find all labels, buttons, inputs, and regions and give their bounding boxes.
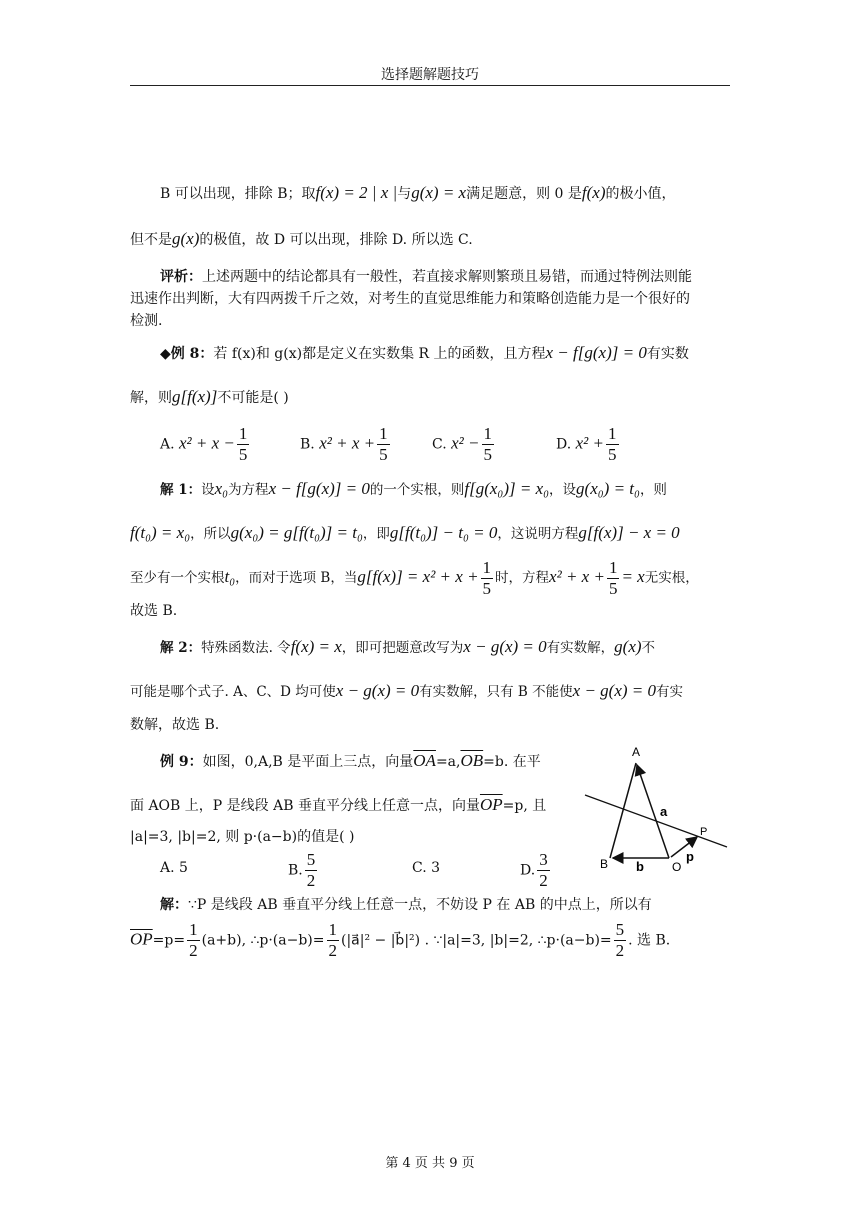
denominator: 2 bbox=[306, 871, 316, 890]
text: 不可能是( ) bbox=[217, 390, 289, 406]
text: 若 f(x)和 g(x)都是定义在实数集 R 上的函数，且方程 bbox=[213, 346, 546, 362]
page-footer: 第 4 页 共 9 页 bbox=[385, 1156, 475, 1171]
math: g(x) = x bbox=[411, 183, 467, 202]
text: 有实数解，只有 B 不能使 bbox=[419, 684, 573, 700]
math: x² + bbox=[575, 433, 605, 453]
ex9-line1 bbox=[130, 750, 600, 773]
text: (|a⃗|² − |b⃗|²) . ∵|a|=3, |b|=2, ∴p·(a−b)= bbox=[341, 932, 612, 949]
numerator: 1 bbox=[238, 424, 248, 443]
math: f(x) = 2 | x | bbox=[315, 183, 398, 202]
para1-line1 bbox=[130, 182, 760, 205]
fraction bbox=[237, 424, 250, 465]
text: D. bbox=[520, 862, 536, 879]
text: 至少有一个实根 bbox=[130, 570, 225, 586]
analysis-line1 bbox=[130, 266, 760, 288]
analysis-label: 评析： bbox=[160, 269, 202, 285]
fraction bbox=[327, 920, 340, 961]
label-o-point: O bbox=[672, 860, 682, 874]
text: ，即可把题意改写为 bbox=[341, 640, 464, 656]
ex8-line1 bbox=[130, 342, 760, 365]
ex9-option-d bbox=[520, 850, 552, 891]
text: 的极小值， bbox=[605, 186, 676, 202]
text: 有实数解， bbox=[546, 640, 615, 656]
fraction bbox=[481, 558, 494, 599]
text: (a+b), ∴p·(a−b)= bbox=[201, 932, 325, 949]
math: x − f[g(x)] = 0 bbox=[268, 479, 370, 498]
math: = x bbox=[621, 567, 645, 586]
analysis-line3: 检测. bbox=[130, 313, 163, 329]
denominator: 2 bbox=[189, 941, 198, 960]
math: x² + x + bbox=[319, 433, 376, 453]
sol1-line2 bbox=[130, 522, 730, 545]
text: ，这说明方程 bbox=[497, 526, 579, 542]
fraction bbox=[607, 558, 620, 599]
sol9-label: 解： bbox=[160, 897, 188, 913]
ex9-option-c: C. 3 bbox=[412, 860, 441, 876]
text: 有实 bbox=[656, 684, 684, 700]
denominator: 5 bbox=[608, 579, 618, 598]
sol1-line3 bbox=[130, 558, 730, 599]
denominator: 5 bbox=[483, 445, 492, 464]
math: g[f(x)] bbox=[172, 387, 218, 406]
label-vector-p: p bbox=[686, 849, 694, 864]
numerator: 1 bbox=[608, 424, 617, 443]
ex9-option-a: A. 5 bbox=[160, 860, 188, 876]
denominator: 2 bbox=[328, 941, 337, 960]
denominator: 2 bbox=[615, 941, 625, 960]
ex9-line2 bbox=[130, 794, 570, 817]
ex9-label: 例 9： bbox=[160, 754, 203, 770]
text: =b. 在平 bbox=[483, 754, 541, 770]
text: 满足题意，则 0 是 bbox=[466, 186, 582, 202]
text: 的极值，故 D 可以出现，排除 D. 所以选 C. bbox=[199, 232, 473, 248]
math: f[g(x₀)] = x₀ bbox=[464, 479, 550, 498]
sol2-line1 bbox=[130, 636, 760, 659]
math: x − f[g(x)] = 0 bbox=[545, 343, 647, 362]
math: x² + x + bbox=[549, 567, 605, 586]
text: =a, bbox=[435, 754, 461, 770]
math: g(x₀) = t₀ bbox=[576, 479, 640, 498]
denominator: 2 bbox=[539, 871, 548, 890]
math: x − g(x) = 0 bbox=[335, 681, 420, 700]
math: x − g(x) = 0 bbox=[463, 637, 547, 656]
math: g[f(x)] − x = 0 bbox=[578, 523, 680, 542]
ex8-option-a bbox=[160, 424, 251, 465]
text: ∵P 是线段 AB 垂直平分线上任意一点，不妨设 P 在 AB 的中点上，所以有 bbox=[188, 897, 652, 913]
fraction bbox=[377, 424, 390, 465]
vector-op: $\overline{OP}$ bbox=[479, 795, 503, 814]
text: 解，则 bbox=[130, 390, 172, 406]
text: C. bbox=[432, 436, 452, 453]
fraction bbox=[614, 920, 627, 961]
page-header-title: 选择题解题技巧 bbox=[381, 67, 479, 83]
math: x² − bbox=[451, 433, 480, 453]
header-rule bbox=[130, 85, 730, 86]
text: ，设 bbox=[549, 482, 577, 498]
analysis-line2: 迅速作出判断，大有四两拨千斤之效，对考生的直觉思维能力和策略创造能力是一个很好的 bbox=[130, 291, 690, 307]
math: g(x) bbox=[614, 637, 642, 656]
text: 与 bbox=[397, 186, 412, 202]
math: g(x₀) = g[f(t₀)] = t₀ bbox=[230, 523, 363, 542]
fraction bbox=[606, 424, 619, 465]
text: 但不是 bbox=[130, 232, 172, 248]
text: . 选 B. bbox=[628, 932, 671, 949]
ex8-option-c bbox=[432, 424, 496, 465]
text: ，所以 bbox=[190, 526, 231, 542]
label-vector-b: b bbox=[636, 859, 644, 874]
text: 上述两题中的结论都具有一般性，若直接求解则繁琐且易错，而通过特例法则能 bbox=[202, 269, 692, 285]
ex8-option-d bbox=[556, 424, 621, 465]
numerator: 1 bbox=[482, 558, 492, 577]
sol1-line4: 故选 B. bbox=[130, 603, 178, 619]
text: 有实数 bbox=[646, 346, 689, 362]
sol9-line1 bbox=[130, 894, 760, 916]
numerator: 5 bbox=[615, 920, 625, 939]
text: 设 bbox=[201, 482, 215, 498]
label-p-point: P bbox=[700, 826, 708, 838]
numerator: 1 bbox=[189, 920, 198, 939]
numerator: 1 bbox=[483, 424, 492, 443]
text: B. bbox=[288, 862, 303, 879]
math: f(x) = x bbox=[290, 637, 342, 656]
math: g[f(t₀)] − t₀ = 0 bbox=[389, 523, 498, 542]
denominator: 5 bbox=[482, 579, 492, 598]
denominator: 5 bbox=[608, 445, 617, 464]
text: 特殊函数法. 令 bbox=[201, 640, 291, 656]
text: 的一个实根，则 bbox=[369, 482, 465, 498]
ex8-line2 bbox=[130, 386, 730, 409]
numerator: 3 bbox=[539, 850, 548, 869]
math: g[f(x)] = x² + x + bbox=[357, 567, 479, 586]
denominator: 5 bbox=[379, 445, 388, 464]
para1-line2 bbox=[130, 228, 730, 251]
label-vector-a: a bbox=[660, 804, 668, 819]
text: ，则 bbox=[639, 482, 667, 498]
text: B 可以出现，排除 B；取 bbox=[160, 186, 316, 202]
ex8-option-b bbox=[300, 424, 392, 465]
sol1-line1 bbox=[130, 478, 760, 501]
vector-ob: $\overline{OB}$ bbox=[460, 751, 484, 770]
vector-triangle-figure bbox=[580, 740, 730, 875]
label-a-point: A bbox=[632, 745, 641, 759]
vector-op: $\overline{OP}$ bbox=[130, 929, 153, 949]
text: A. bbox=[160, 436, 180, 453]
ex9-line3: |a|=3, |b|=2, 则 p·(a−b)的值是( ) bbox=[130, 829, 355, 845]
text: B. bbox=[300, 436, 320, 453]
denominator: 5 bbox=[238, 445, 248, 464]
numerator: 1 bbox=[608, 558, 618, 577]
math: f(t₀) = x₀ bbox=[130, 523, 191, 542]
numerator: 1 bbox=[328, 920, 337, 939]
math: x − g(x) = 0 bbox=[572, 681, 657, 700]
text: 如图，0,A,B 是平面上三点，向量 bbox=[202, 754, 414, 770]
text: 可能是哪个式子. A、C、D 均可使 bbox=[130, 684, 336, 700]
text: D. bbox=[556, 436, 576, 453]
vector-oa: $\overline{OA}$ bbox=[413, 751, 436, 770]
math: g(x) bbox=[172, 229, 200, 248]
label-b-point: B bbox=[600, 857, 609, 871]
text: =p, 且 bbox=[502, 798, 547, 814]
text: 为方程 bbox=[228, 482, 269, 498]
sol9-line2 bbox=[130, 920, 730, 961]
math: f(x) bbox=[581, 183, 606, 202]
math: x² + x − bbox=[179, 433, 235, 453]
text: ，即 bbox=[362, 526, 390, 542]
fraction bbox=[537, 850, 550, 891]
text: 无实根， bbox=[644, 570, 699, 586]
fraction bbox=[187, 920, 200, 961]
text: 时，方程 bbox=[495, 570, 550, 586]
fraction bbox=[482, 424, 495, 465]
sol2-line2 bbox=[130, 680, 730, 703]
segment-ba bbox=[610, 763, 636, 858]
numerator: 5 bbox=[306, 850, 316, 869]
fraction bbox=[305, 850, 318, 891]
math: t₀ bbox=[224, 567, 236, 586]
sol2-line3: 数解，故选 B. bbox=[130, 717, 220, 733]
sol2-label: 解 2： bbox=[160, 640, 202, 656]
math: x₀ bbox=[214, 479, 229, 498]
text: ，而对于选项 B，当 bbox=[235, 570, 358, 586]
sol1-label: 解 1： bbox=[160, 482, 202, 498]
text: =p= bbox=[152, 932, 186, 949]
text: 不 bbox=[641, 640, 656, 656]
text: 面 AOB 上，P 是线段 AB 垂直平分线上任意一点，向量 bbox=[130, 798, 480, 814]
ex9-option-b bbox=[288, 850, 319, 891]
ex8-label: ◆例 8： bbox=[160, 346, 214, 362]
numerator: 1 bbox=[379, 424, 388, 443]
